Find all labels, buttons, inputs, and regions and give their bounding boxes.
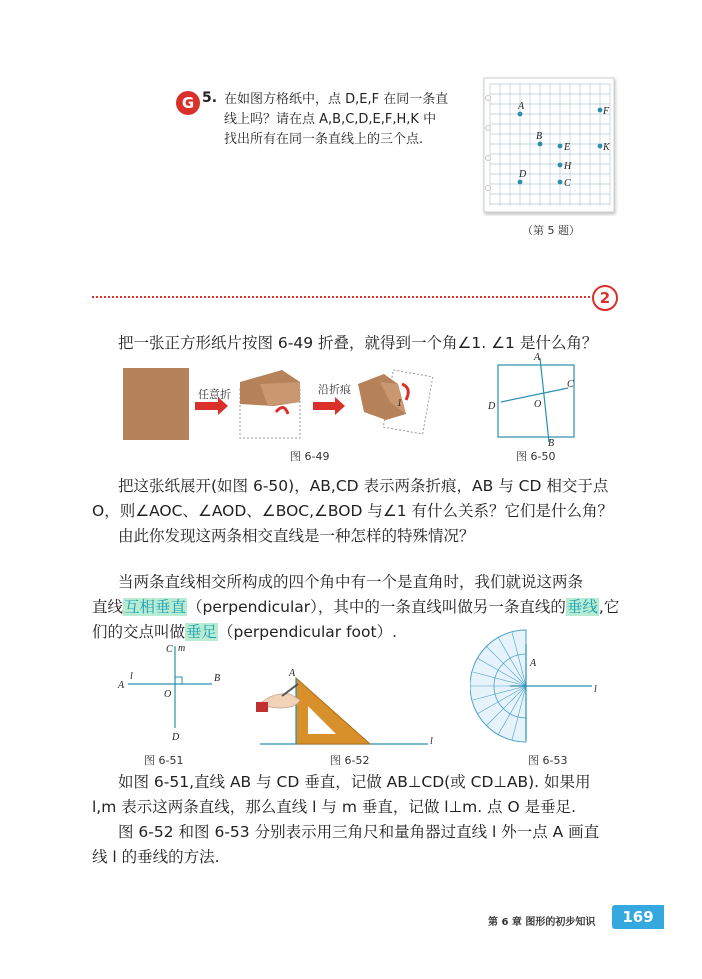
fig50-label-o: O xyxy=(534,399,542,410)
exercise-line-3: 找出所有在同一条直线上的三个点. xyxy=(224,132,424,147)
figure-6-52-caption: 图 6-52 xyxy=(330,754,370,767)
grid-point-a xyxy=(518,112,523,117)
definition-line-3-post: （perpendicular foot）. xyxy=(218,623,398,641)
crease-ab xyxy=(540,358,549,442)
page-number-tab xyxy=(612,905,664,929)
fig51-label-o: O xyxy=(164,689,172,700)
figure-6-50-caption: 图 6-50 xyxy=(516,450,556,463)
exercise-badge-letter: G xyxy=(181,94,195,112)
grid-label-c: C xyxy=(564,178,571,189)
exercise-figure-caption: （第 5 题） xyxy=(522,224,580,237)
paragraph-fold-question: 把一张正方形纸片按图 6-49 折叠，就得到一个角∠1. ∠1 是什么角？ xyxy=(118,334,598,352)
grid-label-h: H xyxy=(564,161,572,172)
hand-with-pencil xyxy=(256,684,300,712)
paragraph-notation-line-1: 如图 6-51,直线 AB 与 CD 垂直，记做 AB⊥CD(或 CD⊥AB). 如果用 xyxy=(118,773,591,791)
definition-line-2-mid: （perpendicular），其中的一条直线叫做另一条直线的 xyxy=(187,598,566,616)
exercise-line-2: 线上吗？请在点 A,B,C,D,E,F,H,K 中 xyxy=(224,112,437,127)
section-number: 2 xyxy=(599,289,611,307)
fig52-label-l: l xyxy=(430,736,433,747)
section-number-badge xyxy=(592,285,618,311)
paragraph-unfold-cont xyxy=(92,499,613,524)
fig51-label-m: m xyxy=(178,643,186,654)
grid-label-k: K xyxy=(603,142,610,153)
exercise-text xyxy=(224,90,448,150)
fig50-label-d: D xyxy=(488,401,496,412)
angle-1-label: 1 xyxy=(397,398,402,409)
figure-6-52 xyxy=(256,656,442,752)
fig50-label-a: A xyxy=(534,352,541,363)
definition-line-1: 当两条直线相交所构成的四个角中有一个是直角时，我们就说这两条 xyxy=(118,573,584,591)
fig53-label-l: l xyxy=(594,684,597,695)
exercise-number: 5. xyxy=(202,90,218,106)
figure-6-49 xyxy=(118,362,448,448)
fig53-label-a: A xyxy=(530,658,537,669)
curl-arrow-2-icon xyxy=(402,384,408,400)
paragraph-methods-line-2: 线 l 的垂线的方法. xyxy=(92,848,220,866)
right-angle-mark xyxy=(175,677,182,684)
grid-point-d xyxy=(518,180,523,185)
grid-point-c xyxy=(558,180,563,185)
definition-line-2-post: ,它 xyxy=(598,598,620,616)
grid-label-d: D xyxy=(519,169,527,180)
fig50-label-b: B xyxy=(548,438,555,448)
grid-point-f xyxy=(598,108,603,113)
paragraph-methods-line-1: 图 6-52 和图 6-53 分别表示用三角尺和量角器过直线 l 外一点 A 画直 xyxy=(118,823,600,841)
grid-label-b: B xyxy=(536,131,543,142)
fig50-label-c: C xyxy=(567,379,574,390)
fig51-label-b: B xyxy=(214,673,221,684)
grid-paper-figure xyxy=(480,74,620,216)
definition-line-2-pre: 直线 xyxy=(92,598,124,616)
figure-6-51-caption: 图 6-51 xyxy=(144,754,184,767)
figure-6-53-caption: 图 6-53 xyxy=(528,754,568,767)
exercise-badge xyxy=(176,91,200,115)
paragraph-unfold-line-2: O，则∠AOC、∠AOD、∠BOC,∠BOD 与∠1 有什么关系？它们是什么角？ xyxy=(92,502,614,520)
figure-6-50 xyxy=(484,350,590,448)
grid-point-e xyxy=(558,144,563,149)
fig51-label-a: A xyxy=(118,680,125,691)
grid-label-e: E xyxy=(564,142,571,153)
section-divider xyxy=(92,296,590,298)
exercise-line-1: 在如图方格纸中，点 D,E,F 在同一条直 xyxy=(224,92,449,107)
fig52-label-a: A xyxy=(289,668,296,679)
fig51-label-d: D xyxy=(172,732,180,743)
paragraph-discovery: 由此你发现这两条相交直线是一种怎样的特殊情况？ xyxy=(118,527,475,545)
fold-step-1-label: 任意折 xyxy=(198,388,231,401)
paragraph-unfold xyxy=(118,474,608,499)
grid-label-f: F xyxy=(603,106,610,117)
term-perpendicular-line: 垂线 xyxy=(566,598,598,616)
definition-line-3-pre: 们的交点叫做 xyxy=(92,623,186,641)
grid-label-a: A xyxy=(518,101,525,112)
fig51-label-c: C xyxy=(166,644,173,655)
set-square xyxy=(296,678,370,744)
definition-line-2 xyxy=(92,595,619,620)
figure-6-53 xyxy=(470,624,610,746)
grid-point-k xyxy=(598,144,603,149)
fold-step-2-label: 沿折痕 xyxy=(318,383,351,396)
term-foot: 垂足 xyxy=(186,623,218,641)
grid-point-b xyxy=(538,142,543,147)
footer-chapter: 第 6 章 图形的初步知识 xyxy=(488,917,596,928)
grid-point-h xyxy=(558,163,563,168)
arrow-2-icon xyxy=(313,397,345,415)
fig51-label-l: l xyxy=(130,671,133,682)
figure-6-51 xyxy=(114,640,234,744)
figure-6-49-caption: 图 6-49 xyxy=(290,450,330,463)
paper-square xyxy=(123,368,189,440)
curl-arrow-1-icon xyxy=(276,407,288,414)
page-number: 169 xyxy=(622,908,654,926)
term-perpendicular: 互相垂直 xyxy=(124,598,187,616)
paragraph-unfold-line-1: 把这张纸展开(如图 6-50)，AB,CD 表示两条折痕，AB 与 CD 相交于点 xyxy=(118,477,609,495)
paragraph-notation-line-2: l,m 表示这两条直线，那么直线 l 与 m 垂直，记做 l⊥m. 点 O 是垂足. xyxy=(92,798,577,816)
